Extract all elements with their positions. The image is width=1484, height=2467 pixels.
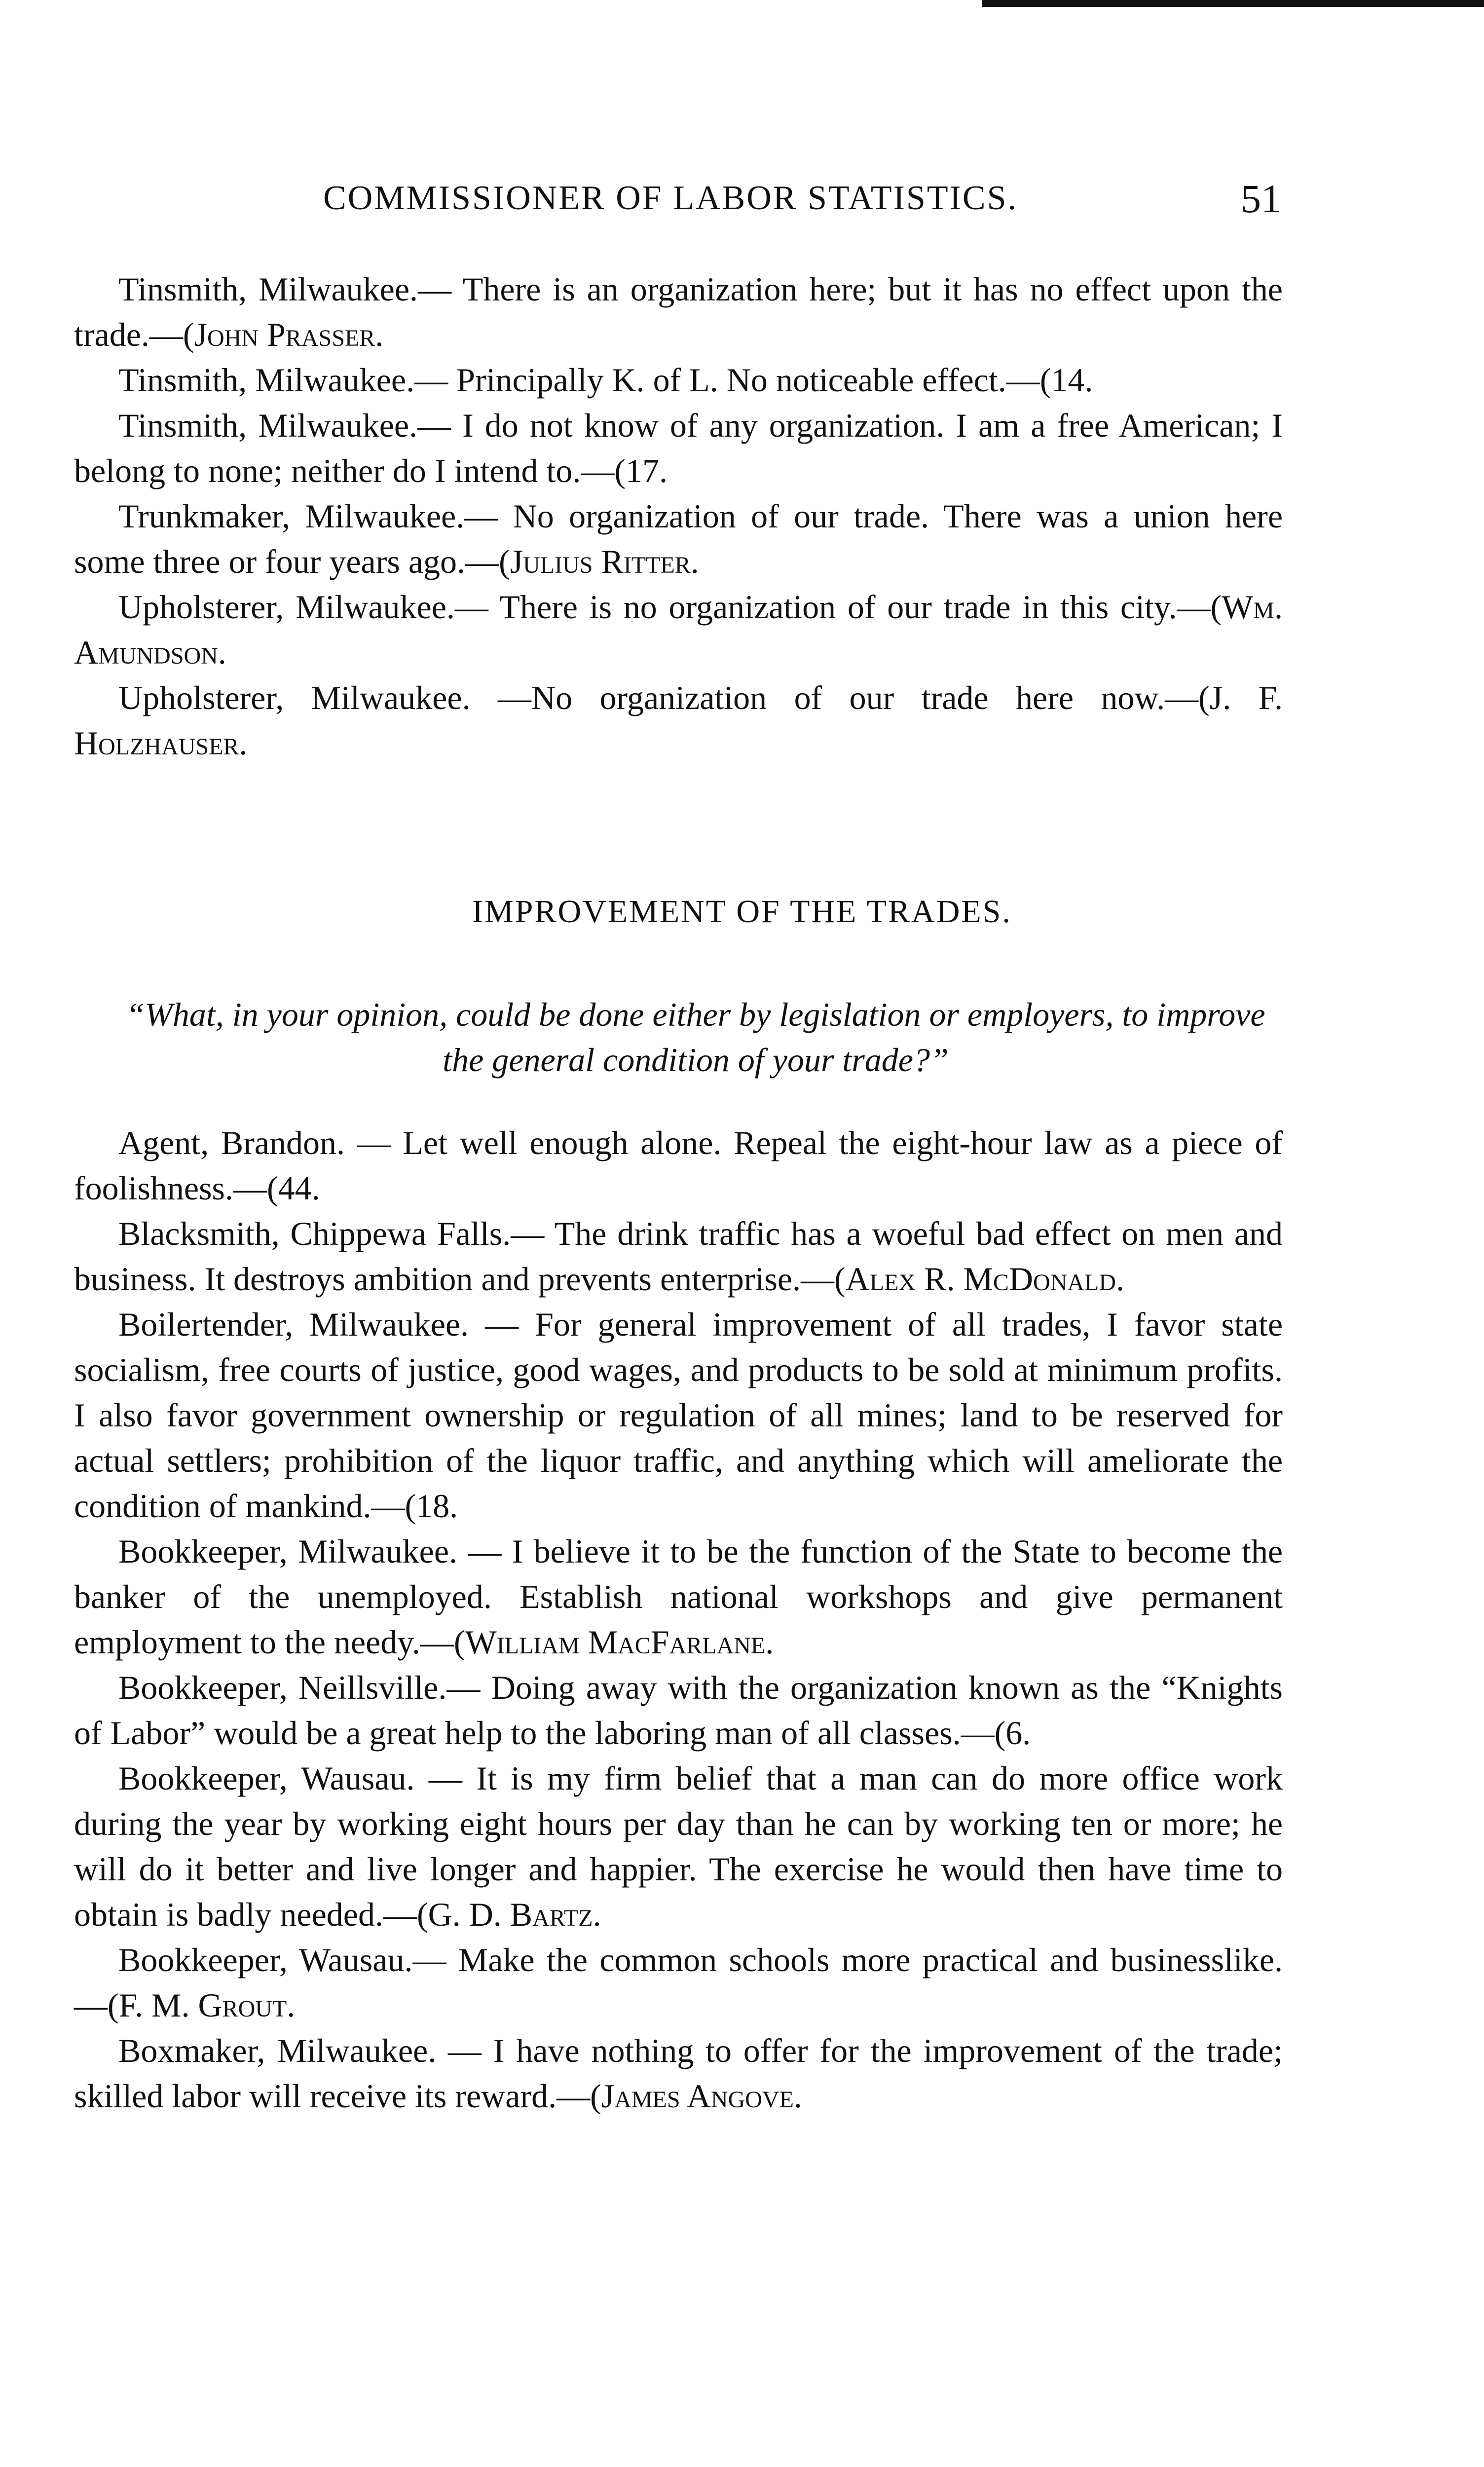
entry-author: Wm. Amundson. [74,588,1283,671]
entry-heading: Bookkeeper, Wausau. [118,1941,413,1979]
entry [74,1529,1283,1665]
entry [74,1302,1283,1529]
entry-author: James Angove. [601,2077,802,2115]
entry [74,584,1283,675]
entry-text: — No organization of our trade. There was a union here some three or four years ago.—( [74,497,1283,580]
entry-author: Alex R. McDonald. [845,1260,1125,1298]
entry-heading: Trunkmaker, Milwaukee. [118,497,465,535]
entry-text: — It is my firm belief that a man can do more office work during the year by working eight hours per day than he can by working ten or more; he will do it better and live longer and happier. The exercise he would then have time to obtain is badly needed.—( [74,1759,1283,1933]
entry-author: F. M. Grout. [118,1986,296,2024]
entry-heading: Tinsmith, Milwaukee. [118,361,415,399]
entry [74,1120,1283,1211]
entry [74,403,1283,493]
entry [74,2028,1283,2119]
entry-author: Julius Ritter. [510,543,699,580]
entry-heading: Blacksmith, Chippewa Falls. [118,1215,511,1252]
entry-text: — The drink traffic has a woeful bad effect on men and business. It destroys ambition and prevents enterprise.—( [74,1215,1283,1298]
entry [74,266,1283,357]
entry-heading: Bookkeeper, Neillsville. [118,1669,447,1706]
entries-top [74,266,1283,766]
entry-heading: Upholsterer, Milwaukee. [118,679,471,716]
entry-text: — There is no organization of our trade in this city.—( [454,588,1222,626]
entry-text: — For general improvement of all trades, I favor state socialism, free courts of justice, good wages, and products to be sold at minimum profits. I also favor government ownership or regulation of all mines; land to be reserved for actual settlers; prohibition of the liquor traffic, and anything which will ameliorate the condition of mankind.—(18. [74,1306,1283,1525]
entry-text: — There is an organization here; but it has no effect upon the trade.—( [74,270,1283,353]
entry-text: — Make the common schools more practical and businesslike.—( [74,1941,1283,2024]
entries-bottom [74,1120,1283,2119]
entry-heading: Bookkeeper, Milwaukee. [118,1533,458,1570]
entry-text: — Doing away with the organization known as the “Knights of Labor” would be a great help to the laboring man of all classes.—(6. [74,1669,1283,1752]
entry-text: — I believe it to be the function of the State to become the banker of the unemployed. Establish national workshops and give permanent employment to the needy.—( [74,1533,1283,1661]
entry-author: J. F. Holzhauser. [74,679,1283,762]
entry-text: —No organization of our trade here now.—( [470,679,1210,716]
top-rule [982,0,1484,7]
entry [74,1937,1283,2028]
entry [74,357,1283,403]
entry-author: William MacFarlane. [465,1623,774,1661]
entry-heading: Bookkeeper, Wausau. [118,1759,415,1797]
entry [74,1756,1283,1937]
entry-text: — Principally K. of L. No noticeable effect.—(14. [414,361,1093,399]
entry-heading: Tinsmith, Milwaukee. [118,270,418,308]
section-heading: IMPROVEMENT OF THE TRADES. [472,894,1012,930]
page-number: 51 [1241,176,1281,221]
entry [74,1211,1283,1302]
section-question: “What, in your opinion, could be done either by legislation or employers, to improve the general condition of your trade?” [126,996,1265,1079]
entry-author: John Prasser. [194,316,384,353]
entry-heading: Boilertender, Milwaukee. [118,1306,469,1343]
entry-heading: Boxmaker, Milwaukee. [118,2032,437,2069]
entry-text: — I do not know of any organization. I am a free American; I belong to none; neither do I intend to.—(17. [74,407,1283,489]
entry [74,675,1283,766]
entry-heading: Agent, Brandon. [118,1124,345,1161]
running-head [0,176,1484,223]
running-head-title: COMMISSIONER OF LABOR STATISTICS. [323,179,1018,217]
entry [74,1665,1283,1756]
entry [74,493,1283,584]
entry-text: — Let well enough alone. Repeal the eight-hour law as a piece of foolishness.—(44. [74,1124,1283,1207]
entry-heading: Upholsterer, Milwaukee. [118,588,455,626]
entry-heading: Tinsmith, Milwaukee. [118,407,418,444]
entry-text: — I have nothing to offer for the improvement of the trade; skilled labor will receive its reward.—( [74,2032,1283,2115]
entry-author: G. D. Bartz. [428,1896,601,1933]
